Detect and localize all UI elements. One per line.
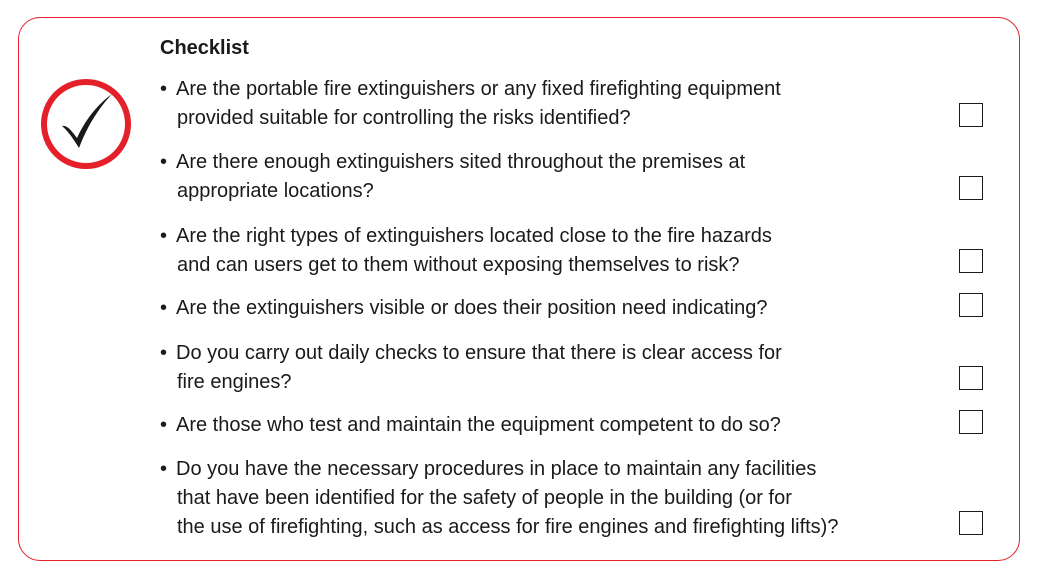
bullet-icon: • (160, 151, 168, 173)
bullet-icon: • (160, 297, 168, 319)
item-text-line: that have been identified for the safety of people in the building (or for (177, 487, 792, 509)
bullet-icon: • (160, 414, 168, 436)
item-text-line: Are the right types of extinguishers located close to the fire hazards (176, 225, 772, 247)
checklist-item (160, 339, 920, 397)
item-text-line: Are the portable fire extinguishers or any fixed firefighting equipment (176, 78, 781, 100)
item-text-line: Are there enough extinguishers sited throughout the premises at (176, 151, 746, 173)
checkbox[interactable] (959, 366, 983, 390)
checkmark-circle-icon (40, 78, 132, 170)
checklist-item (160, 148, 920, 206)
item-text-line: fire engines? (177, 371, 292, 393)
item-text-line: Are those who test and maintain the equipment competent to do so? (176, 414, 781, 436)
checkbox[interactable] (959, 293, 983, 317)
checklist-item (160, 222, 920, 280)
item-text-line: Are the extinguishers visible or does their position need indicating? (176, 297, 768, 319)
checkbox[interactable] (959, 249, 983, 273)
item-text-line: the use of firefighting, such as access for fire engines and firefighting lifts)? (177, 516, 839, 538)
checkbox[interactable] (959, 410, 983, 434)
checklist-title: Checklist (160, 37, 249, 59)
checklist-item (160, 294, 920, 323)
bullet-icon: • (160, 78, 168, 100)
item-text-line: and can users get to them without exposing themselves to risk? (177, 254, 740, 276)
checklist-item (160, 411, 920, 440)
bullet-icon: • (160, 225, 168, 247)
item-text-line: Do you have the necessary procedures in place to maintain any facilities (176, 458, 817, 480)
checklist-item (160, 455, 920, 542)
checklist-item (160, 75, 920, 133)
item-text-line: provided suitable for controlling the risks identified? (177, 107, 631, 129)
checkbox[interactable] (959, 103, 983, 127)
checkbox[interactable] (959, 176, 983, 200)
bullet-icon: • (160, 342, 168, 364)
item-text-line: Do you carry out daily checks to ensure that there is clear access for (176, 342, 782, 364)
item-text-line: appropriate locations? (177, 180, 374, 202)
checkbox[interactable] (959, 511, 983, 535)
bullet-icon: • (160, 458, 168, 480)
